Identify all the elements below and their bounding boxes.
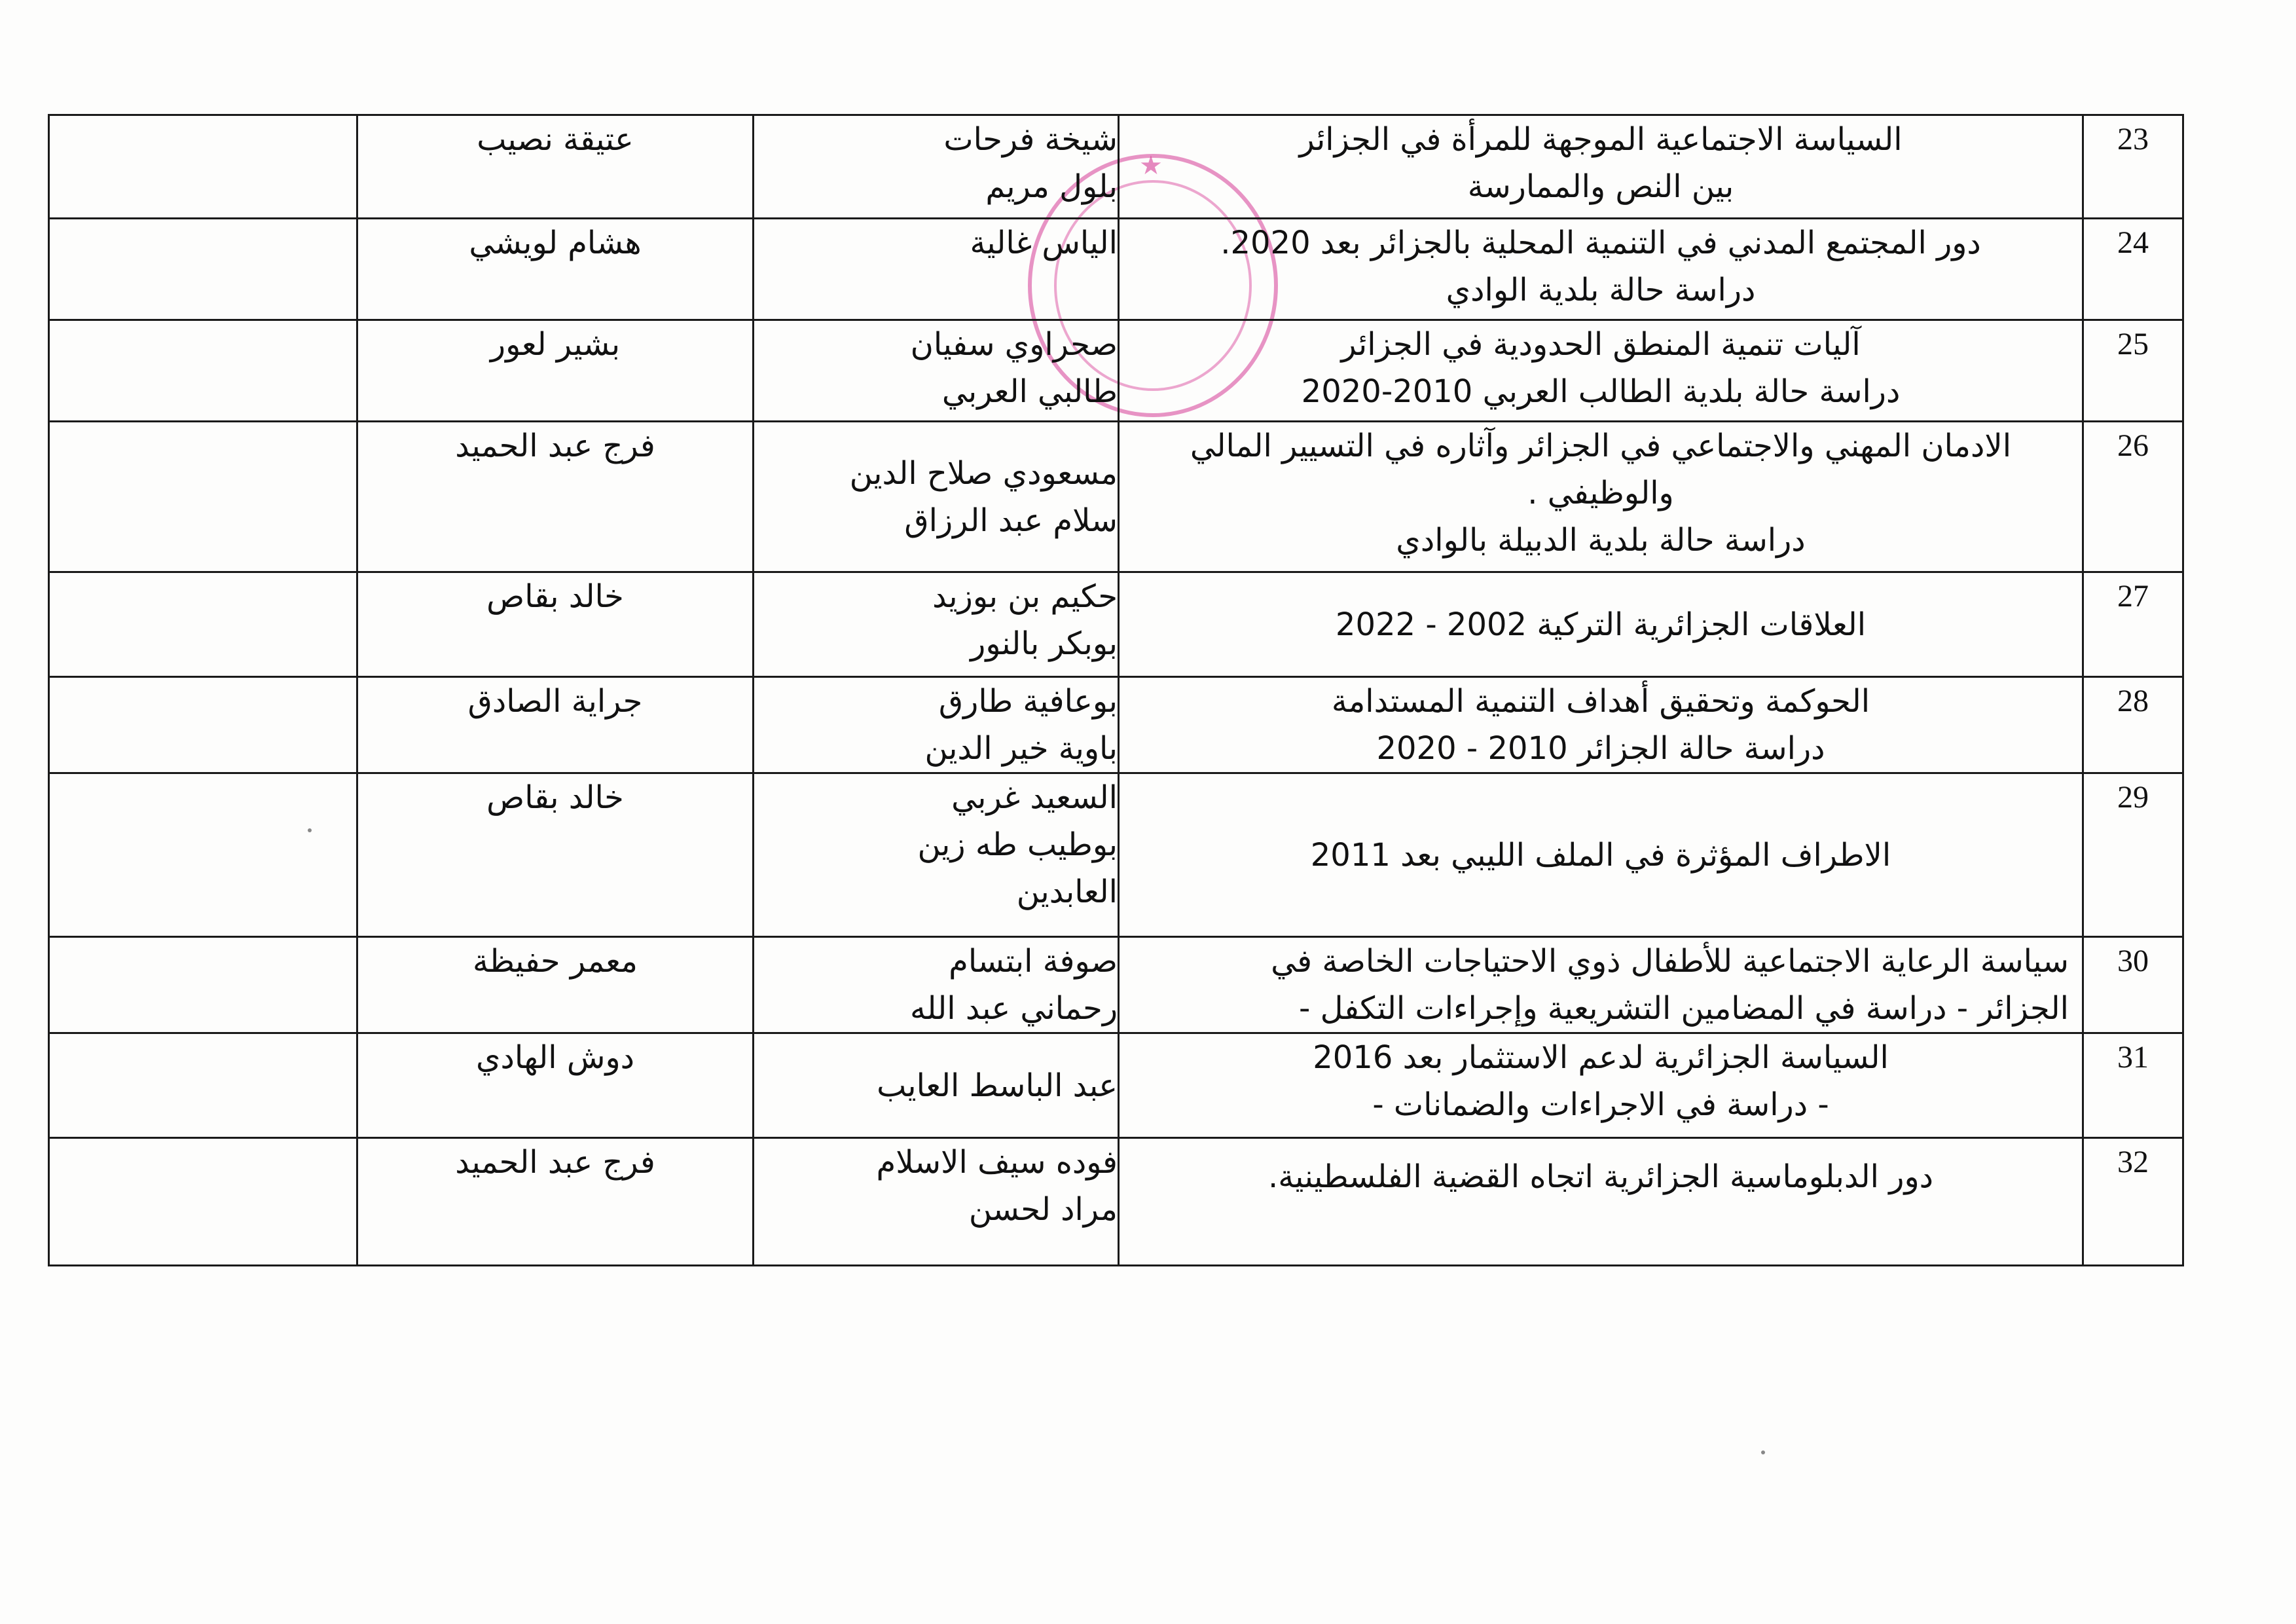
row-number: 27: [2083, 572, 2183, 677]
thesis-title: [1119, 677, 2083, 773]
title-line: السياسة الجزائرية لدعم الاستثمار بعد 2016: [1313, 1039, 1889, 1076]
thesis-title: [1119, 1033, 2083, 1138]
thesis-title: [1119, 219, 2083, 320]
student-name: بوعافية طارق: [938, 683, 1118, 720]
supervisor-name: خالد بقاص: [357, 572, 754, 677]
supervisor-name: خالد بقاص: [357, 773, 754, 937]
student-name: صحراوي سفيان: [910, 326, 1118, 363]
thesis-title: [1119, 773, 2083, 937]
empty-cell: [49, 677, 357, 773]
row-number: 25: [2083, 320, 2183, 422]
title-line: دراسة حالة بلدية الوادي: [1446, 272, 1756, 308]
title-line: دراسة حالة بلدية الطالب العربي 2010-2020: [1301, 373, 1901, 410]
row-number: 29: [2083, 773, 2183, 937]
supervisor-name: جراية الصادق: [357, 677, 754, 773]
supervisor-name: فرج عبد الحميد: [357, 422, 754, 572]
stamp-star-icon: ★: [1139, 151, 1163, 181]
student-name: بلول مريم: [985, 168, 1118, 205]
student-names: [754, 115, 1119, 219]
empty-cell: [49, 1138, 357, 1266]
thesis-table: [48, 114, 2184, 1266]
student-name: شيخة فرحات: [943, 121, 1118, 158]
title-line: العلاقات الجزائرية التركية 2002 - 2022: [1335, 606, 1867, 643]
student-name: سلام عبد الرزاق: [904, 502, 1118, 539]
thesis-title: [1119, 320, 2083, 422]
title-line: آليات تنمية المنطق الحدودية في الجزائر: [1341, 326, 1861, 363]
title-line: - دراسة في الاجراءات والضمانات -: [1372, 1086, 1829, 1123]
student-names: [754, 572, 1119, 677]
title-line: دور الدبلوماسية الجزائرية اتجاه القضية الفلسطينية.: [1267, 1158, 1933, 1195]
row-number: 30: [2083, 937, 2183, 1033]
table-row: [49, 1138, 2183, 1266]
supervisor-name: فرج عبد الحميد: [357, 1138, 754, 1266]
row-number: 24: [2083, 219, 2183, 320]
student-name: فوده سيف الاسلام: [876, 1144, 1118, 1181]
supervisor-name: هشام لويشي: [357, 219, 754, 320]
student-name: بوطيب طه زين: [917, 826, 1118, 863]
supervisor-name: عتيقة نصيب: [357, 115, 754, 219]
student-name: باوية خير الدين: [924, 730, 1118, 767]
title-line: الاطراف المؤثرة في الملف الليبي بعد 2011: [1310, 836, 1891, 874]
student-name: عبد الباسط العايب: [877, 1067, 1118, 1104]
student-name: طالبي العربي: [941, 373, 1118, 410]
student-name: رحماني عبد الله: [909, 990, 1118, 1027]
table-body: [49, 115, 2183, 1266]
table-row: [49, 422, 2183, 572]
empty-cell: [49, 937, 357, 1033]
student-name: مراد لحسن: [968, 1191, 1118, 1228]
table-row: [49, 219, 2183, 320]
title-line: دراسة حالة الجزائر 2010 - 2020: [1376, 730, 1825, 767]
table-row: [49, 937, 2183, 1033]
student-name: حكيم بن بوزيد: [932, 578, 1118, 615]
thesis-title: [1119, 115, 2083, 219]
empty-cell: [49, 422, 357, 572]
thesis-title: [1119, 422, 2083, 572]
supervisor-name: بشير لعور: [357, 320, 754, 422]
title-line: بين النص والممارسة: [1467, 168, 1734, 205]
empty-cell: [49, 115, 357, 219]
title-line: الحوكمة وتحقيق أهداف التنمية المستدامة: [1331, 683, 1870, 720]
table-row: [49, 572, 2183, 677]
student-name: بوبكر بالنور: [970, 625, 1118, 662]
title-line: دور المجتمع المدني في التنمية المحلية بالجزائر بعد 2020.: [1220, 225, 1981, 261]
table-row: [49, 115, 2183, 219]
thesis-title: [1119, 1138, 2083, 1266]
thesis-title: [1119, 572, 2083, 677]
thesis-title: [1119, 937, 2083, 1033]
student-name: صوفة ابتسام: [949, 943, 1118, 980]
student-names: [754, 422, 1119, 572]
title-line: الجزائر - دراسة في المضامين التشريعية وإجراءات التكفل -: [1299, 990, 2069, 1027]
table-row: [49, 677, 2183, 773]
student-names: [754, 219, 1119, 320]
row-number: 26: [2083, 422, 2183, 572]
table-row: [49, 320, 2183, 422]
row-number: 23: [2083, 115, 2183, 219]
student-names: [754, 1138, 1119, 1266]
row-number: 32: [2083, 1138, 2183, 1266]
scan-mark: [1761, 1450, 1765, 1454]
student-names: [754, 677, 1119, 773]
student-name: العابدين: [1016, 874, 1118, 910]
table-row: [49, 1033, 2183, 1138]
empty-cell: [49, 219, 357, 320]
title-line: والوظيفي .: [1527, 475, 1674, 511]
table-row: [49, 773, 2183, 937]
student-name: مسعودي صلاح الدين: [849, 454, 1118, 492]
row-number: 28: [2083, 677, 2183, 773]
student-names: [754, 773, 1119, 937]
student-name: السعيد غربي: [951, 779, 1118, 816]
supervisor-name: معمر حفيظة: [357, 937, 754, 1033]
student-names: [754, 320, 1119, 422]
supervisor-name: دوش الهادي: [357, 1033, 754, 1138]
student-names: [754, 1033, 1119, 1138]
empty-cell: [49, 773, 357, 937]
empty-cell: [49, 320, 357, 422]
student-name: الياس غالية: [970, 225, 1118, 261]
empty-cell: [49, 1033, 357, 1138]
title-line: السياسة الاجتماعية الموجهة للمرأة في الجزائر: [1299, 121, 1903, 158]
title-line: الادمان المهني والاجتماعي في الجزائر وآثاره في التسيير المالي: [1190, 428, 2012, 464]
row-number: 31: [2083, 1033, 2183, 1138]
title-line: دراسة حالة بلدية الدبيلة بالوادي: [1396, 522, 1806, 559]
scan-mark: [308, 828, 312, 832]
student-names: [754, 937, 1119, 1033]
title-line: سياسة الرعاية الاجتماعية للأطفال ذوي الاحتياجات الخاصة في: [1271, 943, 2069, 980]
empty-cell: [49, 572, 357, 677]
